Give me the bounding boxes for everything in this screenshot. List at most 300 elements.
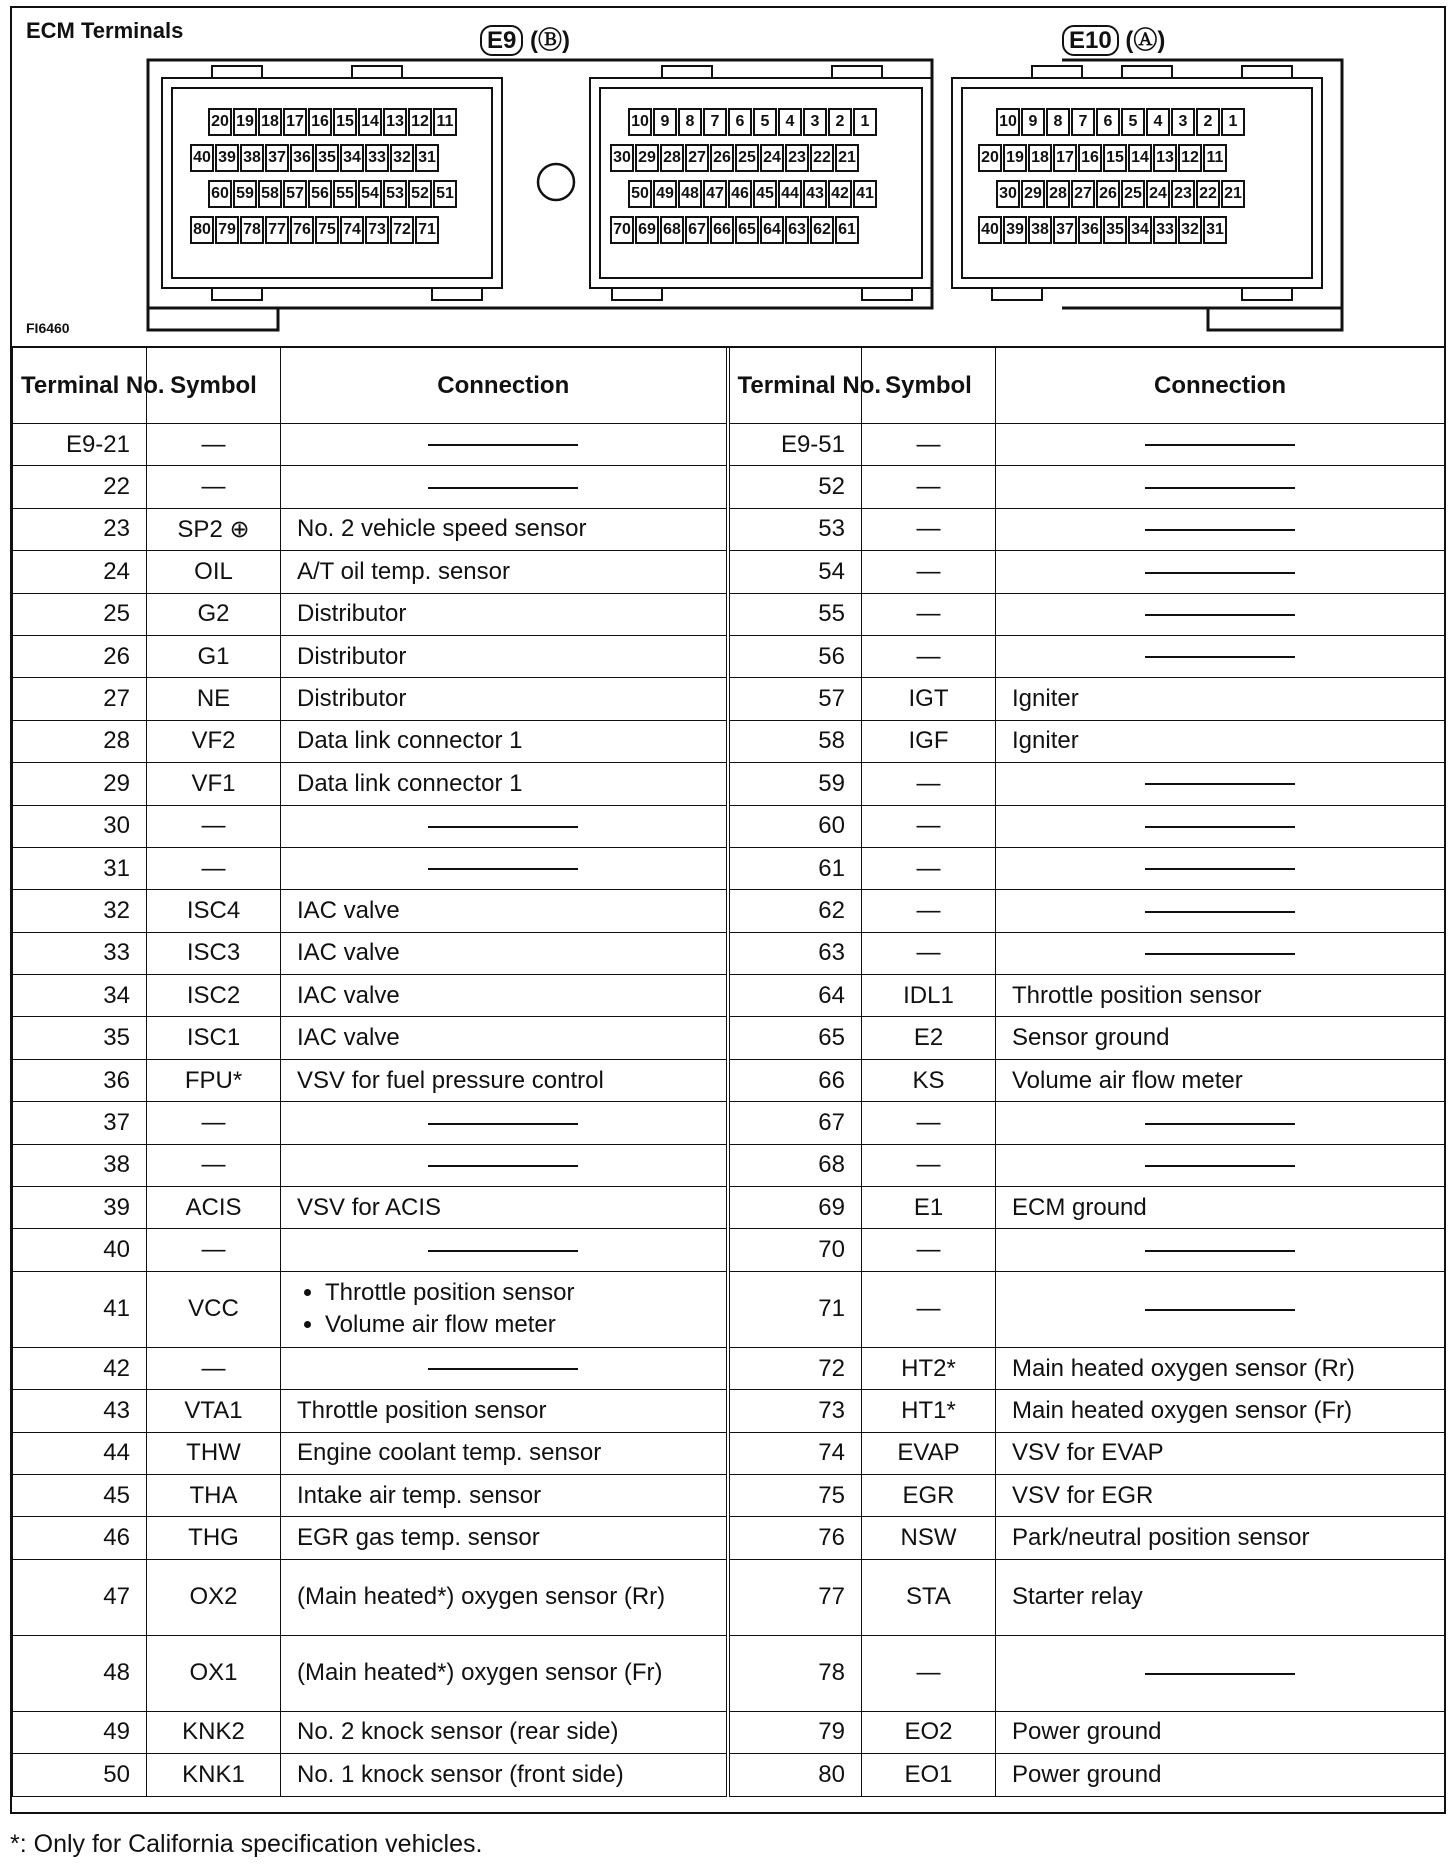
- terminal-no: 79: [728, 1711, 862, 1753]
- connection: No. 2 knock sensor (rear side): [281, 1711, 728, 1753]
- connector-pin: 53: [383, 180, 407, 208]
- connection: Power ground: [996, 1711, 1445, 1753]
- symbol: ISC3: [147, 932, 281, 974]
- symbol: EGR: [862, 1474, 996, 1516]
- connector-pin: 54: [358, 180, 382, 208]
- terminal-no: 27: [13, 678, 147, 720]
- connection: VSV for fuel pressure control: [281, 1059, 728, 1101]
- table-row: [13, 508, 1445, 550]
- connector-pin: 77: [265, 216, 289, 244]
- connector-pin: 1: [853, 108, 877, 136]
- connection: VSV for ACIS: [281, 1187, 728, 1229]
- connection: VSV for EGR: [996, 1474, 1445, 1516]
- terminal-no: 80: [728, 1754, 862, 1796]
- connector-pin: 69: [635, 216, 659, 244]
- connector-pin: 34: [1128, 216, 1152, 244]
- empty-connection-line: [1145, 487, 1295, 489]
- connector-pin: 2: [1196, 108, 1220, 136]
- symbol: —: [862, 932, 996, 974]
- connector-pin: 52: [408, 180, 432, 208]
- connection: ECM ground: [996, 1187, 1445, 1229]
- connection: [996, 763, 1445, 805]
- connector-pin: 46: [728, 180, 752, 208]
- connection: [281, 805, 728, 847]
- empty-connection-line: [1145, 783, 1295, 785]
- symbol: —: [147, 1102, 281, 1144]
- empty-connection-line: [1145, 444, 1295, 446]
- table-row: [13, 551, 1445, 593]
- connection: [281, 424, 728, 466]
- connection: Volume air flow meter: [996, 1059, 1445, 1101]
- terminal-no: 38: [13, 1144, 147, 1186]
- connector-pin: 13: [383, 108, 407, 136]
- table-row: [13, 1432, 1445, 1474]
- connection: [996, 847, 1445, 889]
- symbol: —: [147, 805, 281, 847]
- connector-pin: 51: [433, 180, 457, 208]
- connection: [996, 551, 1445, 593]
- connection: IAC valve: [281, 932, 728, 974]
- connection: [996, 890, 1445, 932]
- connector-e10-label: E10 (Ⓐ): [1062, 20, 1165, 55]
- connector-pin: 70: [610, 216, 634, 244]
- connector-pin: 28: [660, 144, 684, 172]
- connection: Engine coolant temp. sensor: [281, 1432, 728, 1474]
- table-row: [13, 1271, 1445, 1347]
- connection: VSV for EVAP: [996, 1432, 1445, 1474]
- terminal-no: 26: [13, 635, 147, 677]
- terminal-no: 74: [728, 1432, 862, 1474]
- connector-pin: 37: [1053, 216, 1077, 244]
- connector-pin: 27: [1071, 180, 1095, 208]
- connector-pin: 4: [1146, 108, 1170, 136]
- connector-pin: 7: [703, 108, 727, 136]
- connector-pin: 40: [978, 216, 1002, 244]
- connection: Power ground: [996, 1754, 1445, 1796]
- connector-pin: 17: [283, 108, 307, 136]
- connection: Starter relay: [996, 1559, 1445, 1635]
- terminal-no: 55: [728, 593, 862, 635]
- terminal-table: [12, 346, 1445, 1797]
- header-symbol-right: Symbol: [862, 347, 996, 424]
- connection: [996, 805, 1445, 847]
- connector-pin: 3: [1171, 108, 1195, 136]
- table-row: [13, 1390, 1445, 1432]
- connector-pin: 35: [315, 144, 339, 172]
- connector-pin: 7: [1071, 108, 1095, 136]
- symbol: —: [862, 424, 996, 466]
- terminal-no: 70: [728, 1229, 862, 1271]
- terminal-no: 69: [728, 1187, 862, 1229]
- connector-pin: 57: [283, 180, 307, 208]
- diagram-title: ECM Terminals: [26, 18, 184, 43]
- ecm-housing-outline: [12, 8, 1444, 346]
- terminal-no: 61: [728, 847, 862, 889]
- terminal-no: 65: [728, 1017, 862, 1059]
- connector-pin: 66: [710, 216, 734, 244]
- connector-pin: 60: [208, 180, 232, 208]
- connector-pin: 67: [685, 216, 709, 244]
- table-row: [13, 678, 1445, 720]
- connector-pin: 64: [760, 216, 784, 244]
- table-row: [13, 1754, 1445, 1796]
- connector-pin: 32: [390, 144, 414, 172]
- symbol: —: [147, 424, 281, 466]
- connector-pin: 72: [390, 216, 414, 244]
- terminal-no: 50: [13, 1754, 147, 1796]
- table-row: [13, 635, 1445, 677]
- connection: Distributor: [281, 593, 728, 635]
- empty-connection-line: [428, 826, 578, 828]
- symbol: HT2*: [862, 1347, 996, 1389]
- symbol: —: [862, 805, 996, 847]
- table-row: [13, 1559, 1445, 1635]
- connector-pin: 78: [240, 216, 264, 244]
- connection: Data link connector 1: [281, 763, 728, 805]
- empty-connection-line: [1145, 1165, 1295, 1167]
- connector-pin: 29: [635, 144, 659, 172]
- empty-connection-line: [1145, 826, 1295, 828]
- connection: Igniter: [996, 720, 1445, 762]
- terminal-no: 24: [13, 551, 147, 593]
- connection: Main heated oxygen sensor (Rr): [996, 1347, 1445, 1389]
- connector-pin: 75: [315, 216, 339, 244]
- terminal-no: 46: [13, 1517, 147, 1559]
- connector-pin: 4: [778, 108, 802, 136]
- connector-pin: 65: [735, 216, 759, 244]
- connector-pin: 17: [1053, 144, 1077, 172]
- connector-pin: 43: [803, 180, 827, 208]
- terminal-no: 45: [13, 1474, 147, 1516]
- terminal-no: 52: [728, 466, 862, 508]
- header-connection-right: Connection: [996, 347, 1445, 424]
- table-row: [13, 1517, 1445, 1559]
- connector-pin: 61: [835, 216, 859, 244]
- connector-pin: 6: [728, 108, 752, 136]
- connector-pin: 36: [1078, 216, 1102, 244]
- terminal-no: 60: [728, 805, 862, 847]
- connector-pin: 21: [1221, 180, 1245, 208]
- connector-pin: 50: [628, 180, 652, 208]
- table-row: [13, 720, 1445, 762]
- connection: [281, 1144, 728, 1186]
- symbol: OX2: [147, 1559, 281, 1635]
- connector-pin: 22: [1196, 180, 1220, 208]
- connection-bullet: • Volume air flow meter: [325, 1309, 718, 1341]
- empty-connection-line: [428, 1250, 578, 1252]
- connector-pin: 62: [810, 216, 834, 244]
- header-connection-left: Connection: [281, 347, 728, 424]
- connector-pin: 58: [258, 180, 282, 208]
- terminal-no: 68: [728, 1144, 862, 1186]
- connector-pin: 44: [778, 180, 802, 208]
- connection: [996, 593, 1445, 635]
- connector-pin: 68: [660, 216, 684, 244]
- symbol: —: [862, 1635, 996, 1711]
- connector-pin: 42: [828, 180, 852, 208]
- connection: [281, 1347, 728, 1389]
- table-row: [13, 1059, 1445, 1101]
- connection: [996, 424, 1445, 466]
- symbol: NE: [147, 678, 281, 720]
- symbol: —: [862, 466, 996, 508]
- terminal-no: 64: [728, 975, 862, 1017]
- terminal-no: 31: [13, 847, 147, 889]
- connection: Park/neutral position sensor: [996, 1517, 1445, 1559]
- connector-pin: 32: [1178, 216, 1202, 244]
- symbol: E1: [862, 1187, 996, 1229]
- connector-pin: 11: [1203, 144, 1227, 172]
- terminal-no: 49: [13, 1711, 147, 1753]
- connector-pin: 63: [785, 216, 809, 244]
- connection: [281, 466, 728, 508]
- connector-pin: 31: [415, 144, 439, 172]
- footnote: *: Only for California specification vehicles.: [10, 1830, 483, 1858]
- table-row: [13, 1187, 1445, 1229]
- terminal-no: 29: [13, 763, 147, 805]
- connection: Throttle position sensor: [996, 975, 1445, 1017]
- connector-pin: 47: [703, 180, 727, 208]
- connector-pin: 14: [1128, 144, 1152, 172]
- terminal-no: 67: [728, 1102, 862, 1144]
- symbol: G2: [147, 593, 281, 635]
- symbol: EO1: [862, 1754, 996, 1796]
- connector-pin: 8: [1046, 108, 1070, 136]
- table-row: [13, 593, 1445, 635]
- table-row: [13, 1017, 1445, 1059]
- table-row: [13, 805, 1445, 847]
- connector-pin: 74: [340, 216, 364, 244]
- connection: [996, 1102, 1445, 1144]
- header-terminal-no-right: Terminal No.: [728, 347, 862, 424]
- empty-connection-line: [1145, 656, 1295, 658]
- symbol: —: [862, 890, 996, 932]
- symbol: EO2: [862, 1711, 996, 1753]
- connection: Distributor: [281, 678, 728, 720]
- header-symbol-left: Symbol: [147, 347, 281, 424]
- connector-pin: 12: [408, 108, 432, 136]
- table-row: [13, 1635, 1445, 1711]
- connector-pin: 15: [1103, 144, 1127, 172]
- connector-pin: 9: [1021, 108, 1045, 136]
- symbol: —: [862, 1102, 996, 1144]
- connection: Igniter: [996, 678, 1445, 720]
- terminal-no: 34: [13, 975, 147, 1017]
- connection: Main heated oxygen sensor (Fr): [996, 1390, 1445, 1432]
- symbol: —: [147, 847, 281, 889]
- connector-pin: 23: [785, 144, 809, 172]
- connector-pin: 18: [1028, 144, 1052, 172]
- connector-pin: 79: [215, 216, 239, 244]
- terminal-no: 48: [13, 1635, 147, 1711]
- figure-code: FI6460: [26, 320, 70, 336]
- terminal-no: 30: [13, 805, 147, 847]
- connector-pin: 40: [190, 144, 214, 172]
- connector-pin: 25: [1121, 180, 1145, 208]
- terminal-no: E9-21: [13, 424, 147, 466]
- terminal-no: 78: [728, 1635, 862, 1711]
- connector-pin: 37: [265, 144, 289, 172]
- symbol: KNK2: [147, 1711, 281, 1753]
- connection: [996, 508, 1445, 550]
- connector-pin: 3: [803, 108, 827, 136]
- connector-pin: 13: [1153, 144, 1177, 172]
- symbol: —: [147, 1229, 281, 1271]
- connector-pin: 29: [1021, 180, 1045, 208]
- connector-pin: 56: [308, 180, 332, 208]
- empty-connection-line: [1145, 614, 1295, 616]
- symbol: ISC2: [147, 975, 281, 1017]
- connector-pin: 35: [1103, 216, 1127, 244]
- empty-connection-line: [1145, 868, 1295, 870]
- terminal-no: 43: [13, 1390, 147, 1432]
- empty-connection-line: [428, 868, 578, 870]
- terminal-no: 32: [13, 890, 147, 932]
- symbol: ISC4: [147, 890, 281, 932]
- connection: [996, 1271, 1445, 1347]
- symbol: ISC1: [147, 1017, 281, 1059]
- symbol: —: [147, 1347, 281, 1389]
- table-row: [13, 1102, 1445, 1144]
- terminal-no: 36: [13, 1059, 147, 1101]
- empty-connection-line: [428, 1165, 578, 1167]
- symbol: VF1: [147, 763, 281, 805]
- symbol: —: [862, 635, 996, 677]
- symbol: OX1: [147, 1635, 281, 1711]
- symbol: —: [862, 1144, 996, 1186]
- symbol: VCC: [147, 1271, 281, 1347]
- table-row: [13, 1474, 1445, 1516]
- table-row: [13, 1229, 1445, 1271]
- connector-pin: 26: [1096, 180, 1120, 208]
- empty-connection-line: [1145, 1673, 1295, 1675]
- symbol: —: [147, 466, 281, 508]
- empty-connection-line: [428, 444, 578, 446]
- connection: (Main heated*) oxygen sensor (Fr): [281, 1635, 728, 1711]
- connection: [281, 847, 728, 889]
- empty-connection-line: [1145, 572, 1295, 574]
- table-row: [13, 466, 1445, 508]
- symbol: —: [862, 508, 996, 550]
- connector-pin: 28: [1046, 180, 1070, 208]
- connector-pin: 23: [1171, 180, 1195, 208]
- symbol: KNK1: [147, 1754, 281, 1796]
- table-row: [13, 890, 1445, 932]
- connection: [996, 932, 1445, 974]
- symbol: FPU*: [147, 1059, 281, 1101]
- symbol: —: [862, 1271, 996, 1347]
- connection: A/T oil temp. sensor: [281, 551, 728, 593]
- connector-pin: 73: [365, 216, 389, 244]
- terminal-no: 28: [13, 720, 147, 762]
- connection: IAC valve: [281, 975, 728, 1017]
- symbol: IGF: [862, 720, 996, 762]
- connection: IAC valve: [281, 890, 728, 932]
- connector-pin: 80: [190, 216, 214, 244]
- connector-pin: 16: [1078, 144, 1102, 172]
- symbol: VF2: [147, 720, 281, 762]
- table-row: [13, 1144, 1445, 1186]
- connection: Throttle position sensor: [281, 1390, 728, 1432]
- connector-pin: 39: [215, 144, 239, 172]
- connector-pin: 1: [1221, 108, 1245, 136]
- empty-connection-line: [1145, 529, 1295, 531]
- connector-pin: 20: [208, 108, 232, 136]
- table-row: [13, 424, 1445, 466]
- connector-pin: 34: [340, 144, 364, 172]
- terminal-no: 40: [13, 1229, 147, 1271]
- connection: Sensor ground: [996, 1017, 1445, 1059]
- connection: [996, 1229, 1445, 1271]
- connection: [996, 1635, 1445, 1711]
- connector-pin: 5: [1121, 108, 1145, 136]
- terminal-no: 53: [728, 508, 862, 550]
- symbol: IGT: [862, 678, 996, 720]
- connector-pin: 24: [760, 144, 784, 172]
- symbol: —: [147, 1144, 281, 1186]
- terminal-no: 63: [728, 932, 862, 974]
- connector-pin: 25: [735, 144, 759, 172]
- connector-pin: 11: [433, 108, 457, 136]
- table-row: [13, 763, 1445, 805]
- connector-pin: 21: [835, 144, 859, 172]
- connector-pin: 14: [358, 108, 382, 136]
- connection: IAC valve: [281, 1017, 728, 1059]
- connector-pin: 12: [1178, 144, 1202, 172]
- symbol: VTA1: [147, 1390, 281, 1432]
- connection: EGR gas temp. sensor: [281, 1517, 728, 1559]
- terminal-no: 22: [13, 466, 147, 508]
- terminal-no: 62: [728, 890, 862, 932]
- terminal-no: 56: [728, 635, 862, 677]
- connection: Data link connector 1: [281, 720, 728, 762]
- terminal-no: 47: [13, 1559, 147, 1635]
- empty-connection-line: [1145, 911, 1295, 913]
- empty-connection-line: [428, 1123, 578, 1125]
- table-row: [13, 1347, 1445, 1389]
- connection: [996, 466, 1445, 508]
- symbol: STA: [862, 1559, 996, 1635]
- connector-pin: 10: [628, 108, 652, 136]
- connector-pin: 5: [753, 108, 777, 136]
- connector-pin: 71: [415, 216, 439, 244]
- connector-pin: 33: [365, 144, 389, 172]
- connection: [281, 1229, 728, 1271]
- empty-connection-line: [1145, 1123, 1295, 1125]
- connection: Intake air temp. sensor: [281, 1474, 728, 1516]
- symbol: NSW: [862, 1517, 996, 1559]
- symbol: G1: [147, 635, 281, 677]
- connection: Distributor: [281, 635, 728, 677]
- terminal-no: 39: [13, 1187, 147, 1229]
- connector-pin: 16: [308, 108, 332, 136]
- terminal-no: 33: [13, 932, 147, 974]
- connection: [281, 1271, 728, 1347]
- connector-pin: 49: [653, 180, 677, 208]
- terminal-no: 57: [728, 678, 862, 720]
- connector-pin: 9: [653, 108, 677, 136]
- connector-pin: 8: [678, 108, 702, 136]
- connector-pin: 59: [233, 180, 257, 208]
- symbol: HT1*: [862, 1390, 996, 1432]
- connection: [996, 1144, 1445, 1186]
- empty-connection-line: [1145, 1309, 1295, 1311]
- connector-pin: 38: [1028, 216, 1052, 244]
- symbol: THG: [147, 1517, 281, 1559]
- terminal-no: 37: [13, 1102, 147, 1144]
- empty-connection-line: [428, 487, 578, 489]
- connector-pin: 6: [1096, 108, 1120, 136]
